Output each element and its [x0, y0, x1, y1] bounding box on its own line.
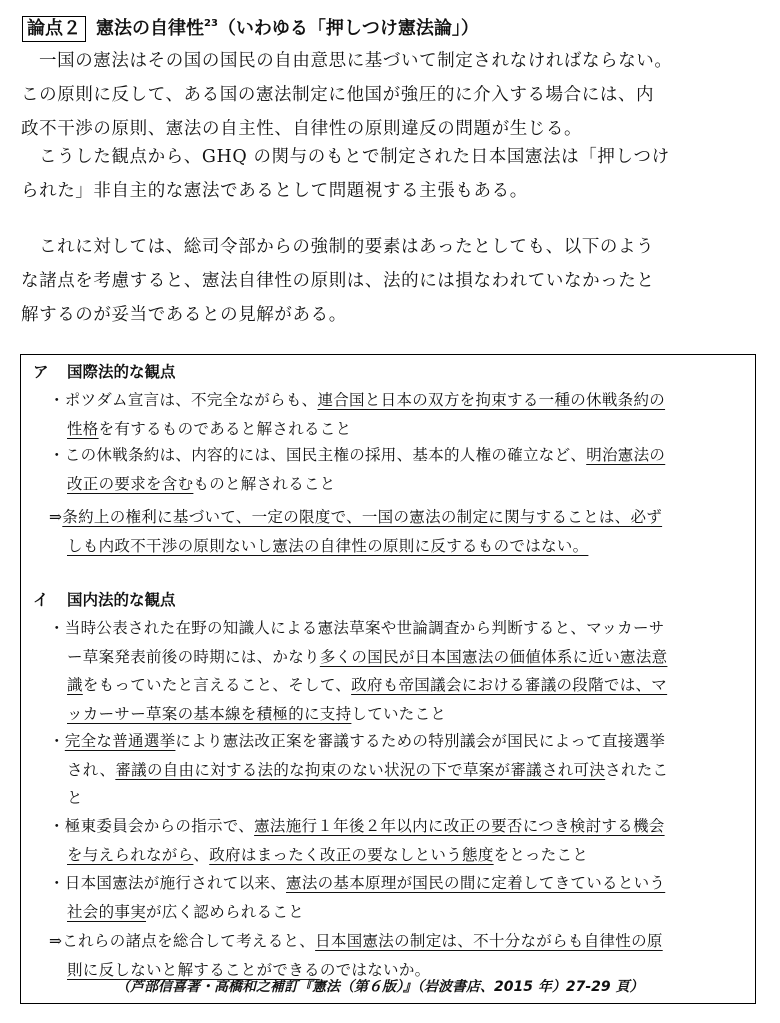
list-item — [49, 869, 749, 926]
underlined-text: 完全な普通選挙 — [64, 732, 176, 750]
underlined-text: 則に反しないと解することができる — [67, 960, 320, 979]
underlined-text: 条約上の権利に基づいて、一定の限度で、一国の憲法の制定に関与することは、必ず — [62, 508, 663, 526]
section-a-heading — [33, 359, 176, 385]
underlined-text: 性格 — [67, 419, 99, 438]
text-line: と — [67, 789, 83, 807]
underlined-text: 日本国憲法の制定は、不十分ながらも自律性の原 — [315, 932, 663, 950]
text-run: をとったこと — [493, 845, 589, 864]
text-run: ・ — [49, 732, 65, 750]
intro-paragraph-3 — [21, 230, 761, 332]
list-item — [49, 386, 749, 443]
section-a-conclusion — [49, 503, 749, 560]
text-run: ものと解されること — [193, 474, 336, 493]
text-run: していたこと — [351, 704, 447, 723]
text-line: この原則に反して、ある国の憲法制定に他国が強圧的に介入する場合には、内 — [21, 85, 655, 105]
list-item — [49, 812, 749, 869]
section-b-heading — [33, 587, 176, 613]
underlined-text: 識 — [67, 676, 83, 694]
text-line: こうした観点から、GHQ の関与のもとで制定された日本国憲法は「押しつけ — [39, 147, 670, 167]
underlined-text: 政府も帝国議会における審議の段階では、マ — [351, 676, 668, 694]
text-line: 解するのが妥当であるとの見解がある。 — [21, 305, 347, 325]
underlined-text: 審議の自由に対する法的な拘束のない状況の下で草案が審議され可決 — [115, 760, 606, 779]
text-run: ・極東委員会からの指示で、 — [49, 817, 255, 835]
list-item — [49, 614, 749, 728]
section-a-title: 国際法的な観点 — [67, 363, 176, 381]
section-b-title: 国内法的な観点 — [67, 591, 176, 609]
underlined-text: 明治憲法の — [586, 446, 666, 464]
section-a-mark: ア — [33, 363, 49, 381]
intro-paragraph-2 — [21, 140, 761, 208]
text-run: ー草案発表前後の時期には、かなり — [67, 647, 320, 666]
arrow-icon: ⇒ — [49, 508, 63, 526]
text-run: のではないか。 — [319, 960, 431, 979]
issue-heading — [22, 10, 479, 38]
list-item — [49, 441, 749, 498]
text-run: により憲法改正案を審議するための特別議会が国民によって直接選挙 — [175, 732, 666, 750]
underlined-text: 社会的事実 — [67, 902, 147, 921]
text-run: 、 — [193, 845, 210, 864]
footnote-ref[interactable]: 23 — [204, 18, 218, 29]
text-run: ・ポツダム宣言は、不完全ながらも、 — [49, 391, 318, 409]
underlined-text: 連合国と日本の双方を拘束する一種の休戦条約の — [317, 391, 666, 409]
text-run: をもっていたと言えること、そして、 — [82, 676, 352, 694]
text-line: ・当時公表された在野の知識人による憲法草案や世論調査から判断すると、マッカーサ — [49, 619, 665, 637]
issue-subtitle: （いわゆる「押しつけ憲法論」） — [217, 18, 479, 39]
text-line: な諸点を考慮すると、憲法自律性の原則は、法的には損なわれていなかったと — [21, 271, 655, 291]
underlined-text: を与えられながら — [67, 845, 194, 864]
section-b-mark: イ — [33, 591, 49, 609]
arrow-icon: ⇒ — [49, 932, 63, 950]
issue-title: 憲法の自律性 — [96, 18, 204, 39]
issue-label: 論点２ — [22, 16, 86, 42]
intro-paragraph-1 — [21, 44, 761, 146]
citation: （芦部信喜著・高橋和之補訂『憲法（第６版）』（岩波書店、2015 年）27-29 頁） — [116, 979, 644, 995]
text-run: これらの諸点を総合して考えると、 — [62, 932, 316, 950]
text-run: が広く認められること — [146, 902, 305, 921]
underlined-text: しも内政不干渉の原則ないし憲法の自律性の原則に反するものではない。 — [67, 536, 589, 555]
text-line: 政不干渉の原則、憲法の自主性、自律性の原則違反の問題が生じる。 — [21, 119, 583, 139]
text-line: これに対しては、総司令部からの強制的要素はあったとしても、以下のよう — [39, 237, 655, 257]
summary-box — [20, 354, 756, 1004]
text-run: され、 — [67, 760, 116, 779]
list-item — [49, 727, 749, 813]
text-run: されたこ — [605, 760, 669, 779]
text-run: ・日本国憲法が施行されて以来、 — [49, 874, 287, 892]
text-line: 一国の憲法はその国の国民の自由意思に基づいて制定されなければならない。 — [39, 51, 673, 71]
underlined-text: 改正の要求を含む — [67, 474, 194, 493]
text-run: を有するものであると解されること — [98, 419, 352, 438]
text-run: ・この休戦条約は、内容的には、国民主権の採用、基本的人権の確立など、 — [49, 446, 587, 464]
text-line: られた」非自主的な憲法であるとして問題視する主張もある。 — [21, 181, 528, 201]
underlined-text: 多くの国民が日本国憲法の価値体系に近い憲法意 — [319, 647, 668, 666]
underlined-text: ッカーサー草案の基本線を積極的に支持 — [67, 704, 352, 723]
underlined-text: 憲法施行１年後２年以内に改正の要否につき検討する機会 — [254, 817, 665, 835]
underlined-text: 憲法の基本原理が国民の間に定着してきているという — [286, 874, 666, 892]
underlined-text: 政府はまったく改正の要なしという態度 — [209, 845, 494, 864]
